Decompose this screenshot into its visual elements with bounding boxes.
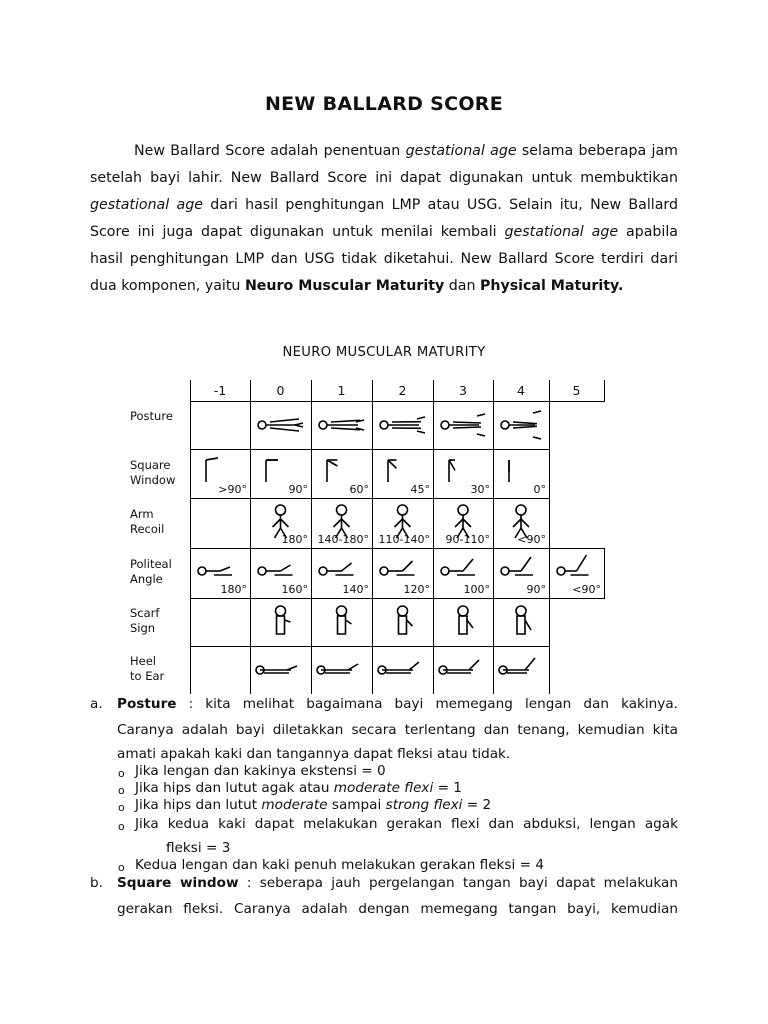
neuromuscular-figure-icon [311,401,372,449]
list-subitem: Kedua lengan dan kaki penuh melakukan gerakan fleksi = 4 [135,857,544,873]
grid-line [190,380,191,401]
grid-line [549,401,550,449]
cell-value: 100° [463,583,490,596]
cell-value: 60° [349,483,369,496]
neuromuscular-figure-icon [250,646,311,694]
cell-value: 160° [281,583,308,596]
list-marker: b. [90,875,103,891]
column-header: 0 [276,383,285,398]
grid-line [250,380,251,401]
cell-value: <90° [572,583,601,596]
grid-line [190,401,191,449]
grid-line [190,498,191,548]
grid-line [604,380,605,401]
column-header: 2 [398,383,407,398]
cell-value: 90° [526,583,546,596]
neuromuscular-figure-icon [372,401,433,449]
grid-line [190,646,191,694]
cell-value: >90° [218,483,247,496]
neuromuscular-figure-icon [493,646,549,694]
cell-value: 30° [470,483,490,496]
row-label: Scarf Sign [130,606,160,635]
row-label: Politeal Angle [130,557,172,586]
neuromuscular-figure-icon [493,598,549,646]
list-subitem: Jika hips dan lutut agak atau moderate flexi = 1 [135,780,462,796]
neuromuscular-figure-icon [311,598,372,646]
grid-line [549,449,550,498]
section-title: NEURO MUSCULAR MATURITY [282,345,486,360]
grid-line [549,380,550,401]
neuromuscular-figure-icon [372,598,433,646]
intro-paragraph: New Ballard Score adalah penentuan gestational age selama beberapa jam setelah bayi lahir. New Ballard Score ini dapat digunakan untuk membuktikan gestational age dari hasil penghitungan LMP atau USG. Selain itu, New Ballard Score ini juga dapat digunakan untuk menilai kembali gestational age apabila hasil penghitungan LMP dan USG tidak diketahui. New Ballard Score terdiri dari dua komponen, yaitu Neuro Muscular Maturity dan Physical Maturity. [90,143,679,294]
list-subitem: Jika hips dan lutut moderate sampai strong flexi = 2 [135,797,492,813]
cell-value: <90° [517,533,546,546]
grid-line [372,380,373,401]
grid-line [549,498,550,548]
bullet-icon: o [118,767,125,780]
list-term: Square window [117,875,239,891]
cell-value: 90° [288,483,308,496]
list-marker: a. [90,696,103,712]
neuromuscular-figure-icon [250,401,311,449]
cell-value: 110-140° [378,533,430,546]
neuromuscular-figure-icon [433,598,493,646]
column-header: 5 [572,383,581,398]
cell-value: 140° [342,583,369,596]
cell-value: 180° [281,533,308,546]
row-label: Posture [130,409,173,423]
cell-value: 90-110° [445,533,490,546]
neuromuscular-figure-icon [250,598,311,646]
bullet-icon: o [118,820,125,833]
cell-value: 0° [533,483,546,496]
column-header: 3 [459,383,467,398]
row-label: Square Window [130,457,176,487]
column-header: -1 [213,383,227,398]
row-label: Heel to Ear [130,654,165,683]
cell-value: 120° [403,583,430,596]
grid-line [190,598,191,646]
grid-line [604,548,605,598]
grid-line [493,380,494,401]
list-subitem: Jika lengan dan kakinya ekstensi = 0 [135,763,386,779]
bullet-icon: o [118,861,125,874]
grid-line [311,380,312,401]
neuromuscular-figure-icon [311,646,372,694]
neuromuscular-figure-icon [493,401,549,449]
page-title: NEW BALLARD SCORE [264,93,504,115]
row-label: Arm Recoil [130,507,165,536]
bullet-icon: o [118,801,125,814]
grid-line [549,646,550,694]
cell-value: 180° [220,583,247,596]
cell-value: 140-180° [317,533,369,546]
list-subitem: Jika kedua kaki dapat melakukan gerakan flexi dan abduksi, lengan agak [135,816,678,832]
neuromuscular-figure-icon [433,646,493,694]
neuromuscular-figure-icon [433,401,493,449]
grid-line [433,380,434,401]
column-header: 1 [337,383,346,398]
neuromuscular-figure-icon [372,646,433,694]
bullet-icon: o [118,784,125,797]
list-term: Posture [117,696,177,712]
cell-value: 45° [410,483,430,496]
grid-line [549,598,550,646]
column-header: 4 [517,383,525,398]
